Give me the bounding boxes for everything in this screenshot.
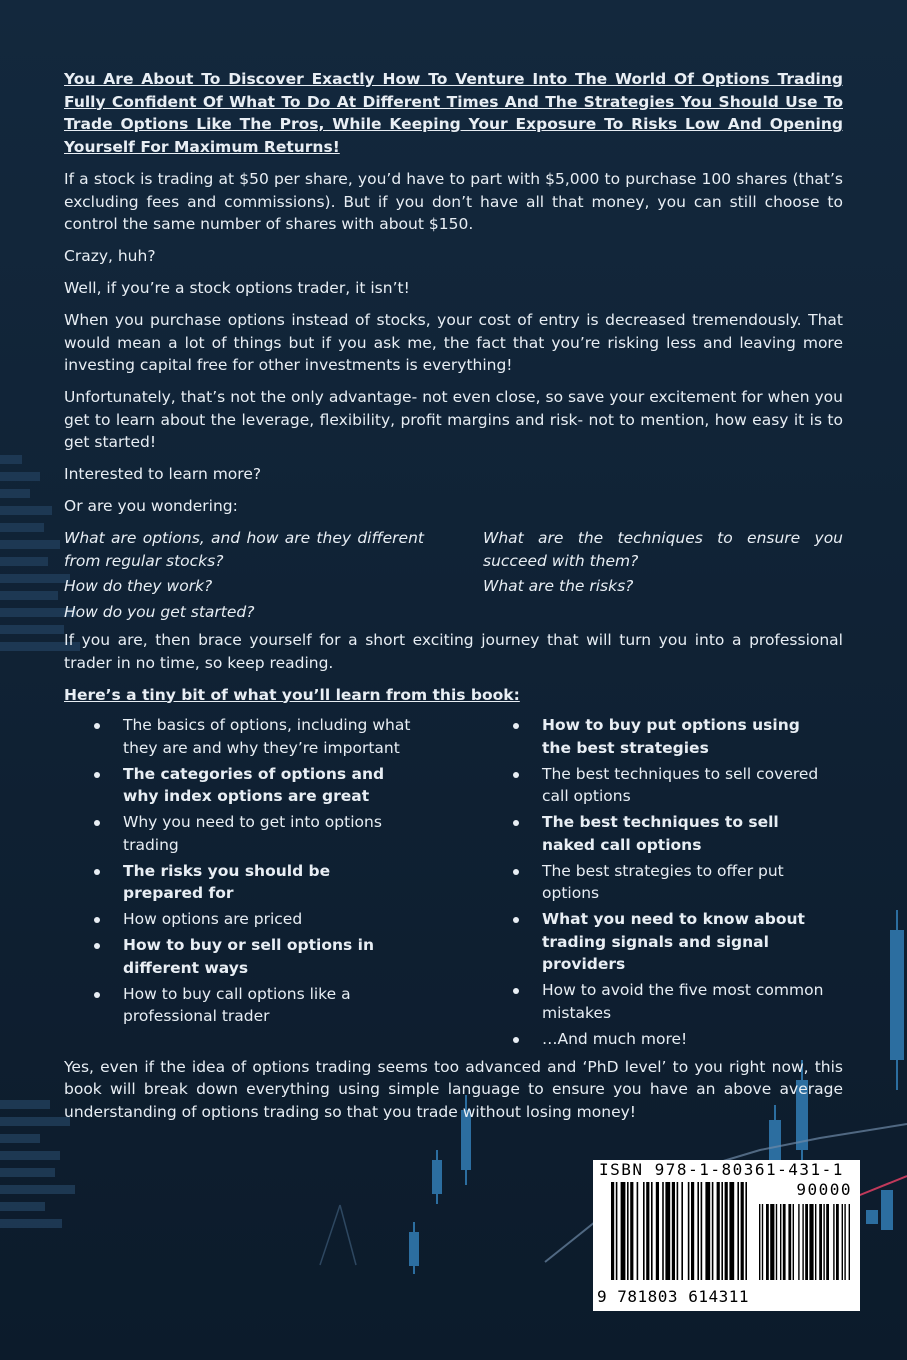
paragraph: If a stock is trading at $50 per share, you’d have to part with $5,000 to purchase 100 shares (that’s excluding fees and commissions). But if you don’t have all that money, you can still choose to control the same number of shares with about $150. — [64, 170, 843, 233]
question-item: What are the risks? — [483, 577, 634, 595]
list-item: How to buy put options using the best strategies — [483, 714, 843, 759]
headline: You Are About To Discover Exactly How To Venture Into The World Of Options Trading Fully Confident Of What To Do At Different Times And The Strategies You Should Use To Trade Options Like The Pros, While Keeping Your Exposure To Risks Low And Opening Yourself For Maximum Returns! — [64, 70, 843, 156]
list-item: Why you need to get into options trading — [64, 811, 424, 856]
paragraph: Well, if you’re a stock options trader, it isn’t! — [64, 279, 410, 297]
list-item: What you need to know about trading signals and signal providers — [483, 908, 843, 976]
list-item: How to buy or sell options in different ways — [64, 934, 424, 979]
question-item: How do you get started? — [64, 602, 255, 621]
question-item: What are options, and how are they different from regular stocks? — [64, 529, 424, 570]
paragraph: Unfortunately, that’s not the only advantage- not even close, so save your excitement for when you get to learn about the leverage, flexibility, profit margins and risk- not to mention, how easy it is to get started! — [64, 388, 843, 451]
list-item: The best techniques to sell naked call options — [483, 811, 843, 856]
ean-digits: 9 781803 614311 — [597, 1287, 749, 1306]
paragraph: Or are you wondering: — [64, 497, 238, 515]
learn-list — [64, 714, 843, 1054]
question-item: What are the techniques to ensure you succeed with them? — [483, 529, 843, 570]
isbn-label: ISBN 978-1-80361-431-1 — [599, 1160, 844, 1179]
paragraph: When you purchase options instead of stocks, your cost of entry is decreased tremendously. That would mean a lot of things but if you ask me, the fact that you’re risking less and leaving more investing capital free for other investments is everything! — [64, 311, 843, 374]
list-item: The risks you should be prepared for — [64, 860, 424, 905]
learn-heading: Here’s a tiny bit of what you’ll learn from this book: — [64, 685, 520, 704]
price-code: 90000 — [796, 1180, 852, 1199]
paragraph: Crazy, huh? — [64, 247, 156, 265]
list-item: The basics of options, including what they are and why they’re important — [64, 714, 424, 759]
list-item: The categories of options and why index options are great — [64, 763, 424, 808]
paragraph: Interested to learn more? — [64, 465, 262, 483]
list-item: The best strategies to offer put options — [483, 860, 843, 905]
list-item: How to buy call options like a professional trader — [64, 983, 424, 1028]
closing-paragraph: Yes, even if the idea of options trading seems too advanced and ‘PhD level’ to you right now, this book will break down everything using simple language to ensure you have an above average understanding of options trading so that you trade without losing money! — [64, 1057, 843, 1121]
paragraph: If you are, then brace yourself for a short exciting journey that will turn you into a professional trader in no time, so keep reading. — [64, 631, 843, 672]
isbn-barcode — [593, 1160, 860, 1311]
list-item: How to avoid the five most common mistakes — [483, 979, 843, 1024]
barcode-bars — [611, 1182, 851, 1290]
back-cover-text — [64, 68, 843, 1133]
list-item: …And much more! — [483, 1028, 843, 1051]
list-item: How options are priced — [64, 908, 424, 931]
learn-list-left — [64, 714, 424, 1054]
learn-list-right — [483, 714, 843, 1054]
question-list — [64, 527, 843, 626]
question-item: How do they work? — [64, 577, 213, 595]
list-item: The best techniques to sell covered call options — [483, 763, 843, 808]
